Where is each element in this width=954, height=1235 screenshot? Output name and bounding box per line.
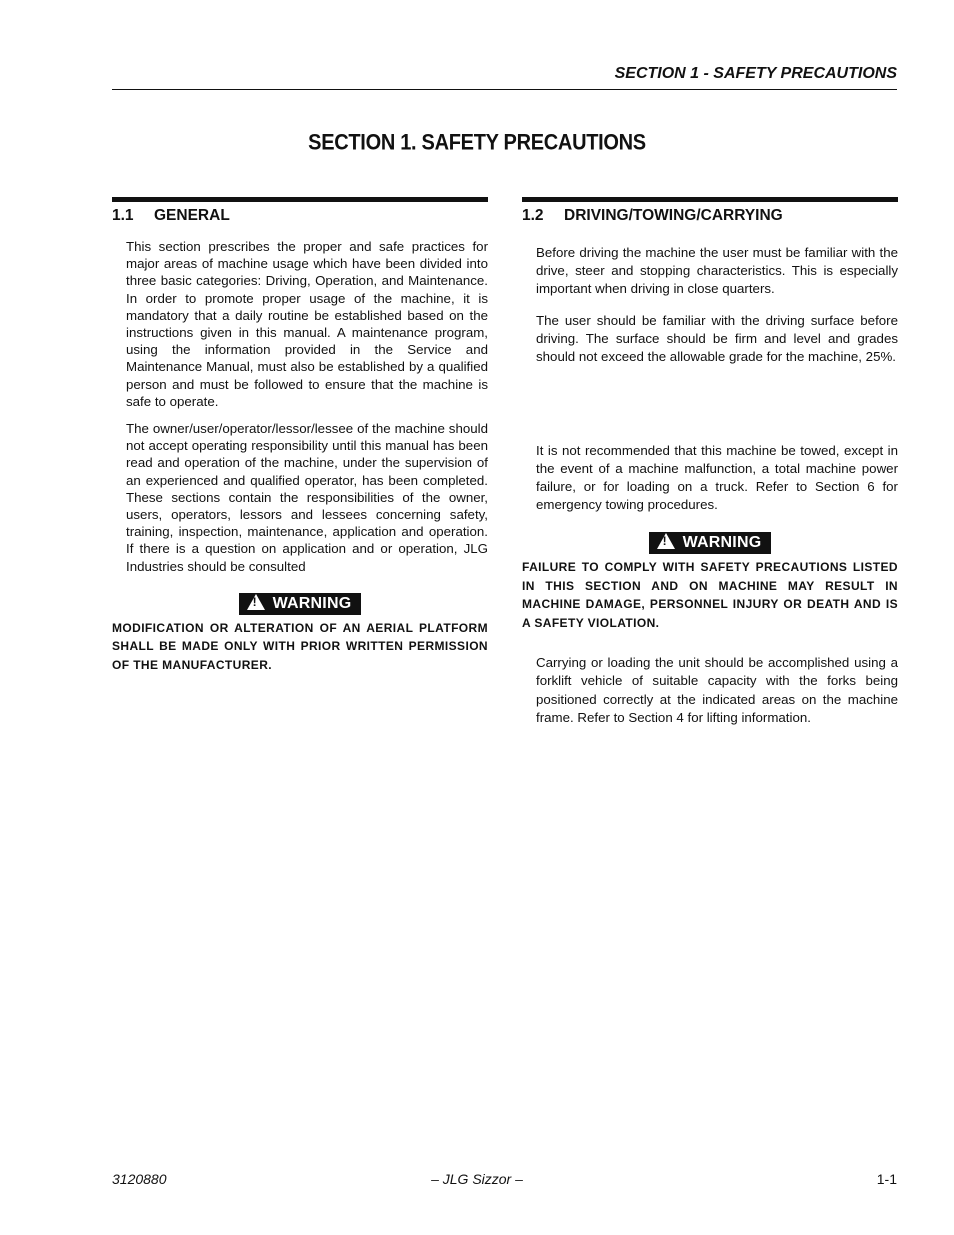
warning-label: WARNING [682, 534, 762, 551]
carrying-paragraph: Carrying or loading the unit should be accomplished using a forklift vehicle of suitable capacity with the forks being positioned correctly at the indicated areas on the machine frame. Refer to Section 4 for lifting information. [536, 655, 898, 725]
warning-block-right [522, 532, 898, 554]
section-title: GENERAL [154, 207, 230, 224]
warning-badge [649, 532, 772, 554]
section-heading-general [112, 197, 488, 230]
footer-doc-number: 3120880 [112, 1171, 167, 1187]
general-paragraph-2: The owner/user/operator/lessor/lessee of the machine should not accept operating responsibility until this manual has been read and operation of the machine, under the supervision of an experienced and qualified operator, has been completed. These sections contain the responsibilities of the owner, users, operators, lessors and lessees concerning safety, training, inspection, maintenance, application and operation. If there is a question on application and or operation, JLG Industries should be consulted [126, 421, 488, 574]
general-paragraph-1: This section prescribes the proper and safe practices for major areas of machine usage which have been divided into three basic categories: Driving, Operation, and Maintenance. In order to promote proper usage of the machine, it is mandatory that a daily routine be established based on the instructions given in this manual. A maintenance program, using the information provided in the Service and Maintenance Manual, must also be established by a qualified person and must be followed to ensure that the machine is safe to operate. [126, 239, 488, 409]
running-header-title: SECTION 1 - SAFETY PRECAUTIONS [614, 65, 897, 82]
footer-page-number: 1-1 [876, 1171, 897, 1187]
warning-badge [239, 593, 362, 615]
warning-text-left: MODIFICATION OR ALTERATION OF AN AERIAL PLATFORM SHALL BE MADE ONLY WITH PRIOR WRITTEN PERMISSION OF THE MANUFACTURER. [112, 620, 488, 672]
section-number: 1.2 [522, 207, 544, 224]
page-title: SECTION 1. SAFETY PRECAUTIONS [308, 130, 646, 156]
warning-triangle-icon [247, 594, 265, 610]
section-title: DRIVING/TOWING/CARRYING [564, 207, 783, 224]
left-column [112, 197, 488, 674]
footer-product: – JLG Sizzor – [431, 1171, 523, 1187]
section-number: 1.1 [112, 207, 134, 224]
warning-block-left [112, 593, 488, 615]
warning-label: WARNING [272, 594, 352, 612]
towing-paragraph: It is not recommended that this machine be towed, except in the event of a machine malfunction, a total machine power failure, or for loading on a truck. Refer to Section 6 for emergency towing procedures. [536, 443, 898, 512]
section-heading-driving [522, 197, 898, 230]
driving-paragraph-1: Before driving the machine the user must be familiar with the drive, steer and stopping characteristics. This is especially important when driving in close quarters. [536, 245, 898, 296]
running-header [112, 64, 897, 90]
right-column [522, 197, 898, 727]
warning-triangle-icon [657, 533, 675, 549]
driving-paragraph-2: The user should be familiar with the driving surface before driving. The surface should be firm and level and grades should not exceed the allowable grade for the machine, 25%. [536, 313, 898, 364]
warning-text-right: FAILURE TO COMPLY WITH SAFETY PRECAUTIONS LISTED IN THIS SECTION AND ON MACHINE MAY RESULT IN MACHINE DAMAGE, PERSONNEL INJURY OR DEATH AND IS A SAFETY VIOLATION. [522, 560, 898, 630]
